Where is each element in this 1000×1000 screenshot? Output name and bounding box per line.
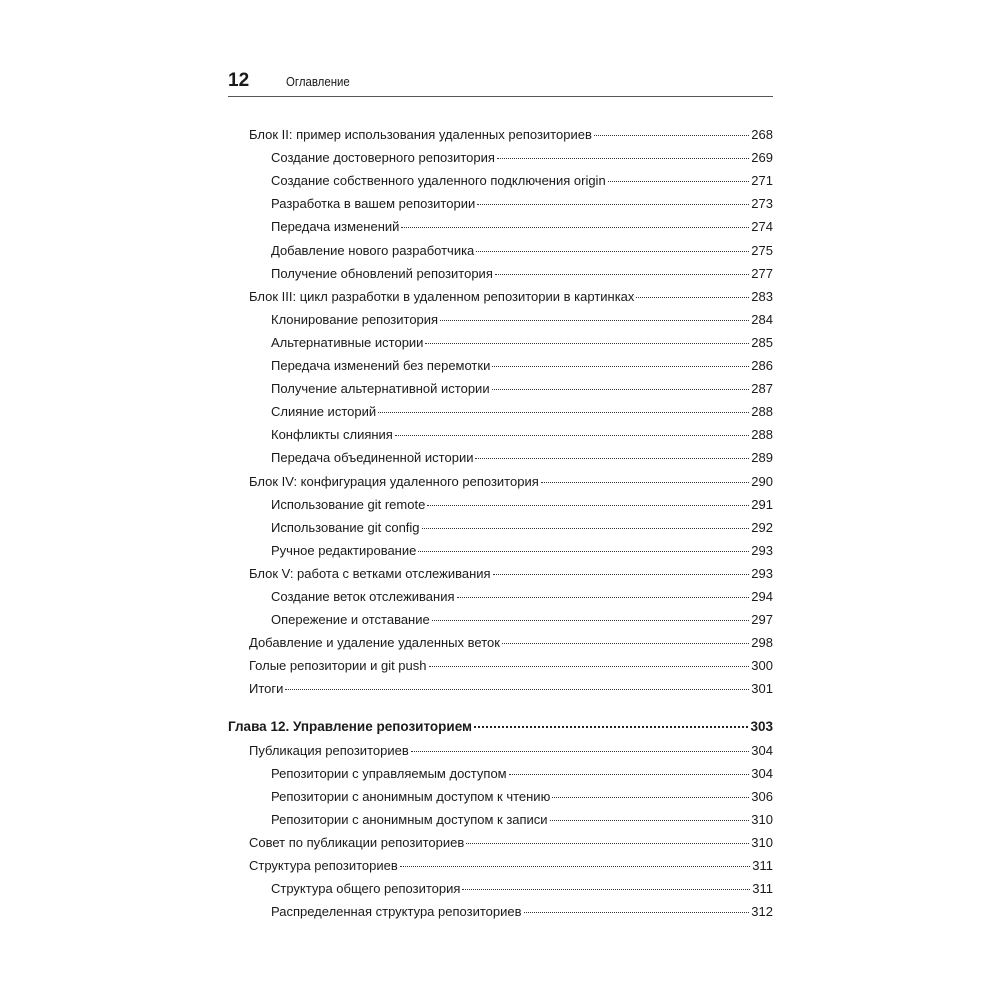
toc-entry-page: 300 xyxy=(751,658,773,674)
toc-entry-title: Добавление нового разработчика xyxy=(271,242,475,258)
toc-entry xyxy=(271,193,773,215)
dot-leader xyxy=(440,320,749,321)
toc-entry-title: Создание собственного удаленного подключения origin xyxy=(271,173,606,189)
toc-entry-title: Разработка в вашем репозитории xyxy=(271,196,476,212)
toc-entry-title: Публикация репозиториев xyxy=(249,742,409,758)
toc-entry-page: 292 xyxy=(751,519,773,535)
toc-entry-title: Получение альтернативной истории xyxy=(271,381,490,397)
toc-entry-page: 298 xyxy=(751,635,773,651)
toc-entry-page: 271 xyxy=(751,173,773,189)
toc-entry-page: 285 xyxy=(751,334,773,350)
dot-leader xyxy=(524,912,750,913)
toc-entry-page: 293 xyxy=(751,542,773,558)
toc-entry xyxy=(271,424,773,446)
dot-leader xyxy=(400,866,751,867)
dot-leader xyxy=(509,774,750,775)
dot-leader xyxy=(493,574,750,575)
toc-entry-title: Получение обновлений репозитория xyxy=(271,265,493,281)
toc-entry xyxy=(249,471,773,493)
toc-entry-page: 268 xyxy=(751,127,773,142)
toc-entry-page: 284 xyxy=(751,311,773,327)
toc-entry-page: 310 xyxy=(751,811,773,827)
toc-entry-title: Блок II: пример использования удаленных репозиториев xyxy=(249,127,592,142)
dot-leader xyxy=(457,597,750,598)
toc-entry xyxy=(271,609,773,631)
toc-entry xyxy=(271,263,773,285)
toc-entry-page: 304 xyxy=(751,765,773,781)
dot-leader xyxy=(462,889,750,890)
toc-entry-title: Репозитории с управляемым доступом xyxy=(271,765,507,781)
toc-entry xyxy=(249,563,773,585)
toc-entry xyxy=(249,286,773,308)
toc-entry-title: Клонирование репозитория xyxy=(271,311,439,327)
toc-entry-page: 306 xyxy=(751,788,773,804)
toc-entry xyxy=(271,309,773,331)
toc-entry-page: 290 xyxy=(751,473,773,489)
toc-entry-page: 304 xyxy=(751,742,773,758)
dot-leader xyxy=(427,505,749,506)
toc-entry-page: 312 xyxy=(751,904,773,920)
toc-entry-title: Голые репозитории и git push xyxy=(249,658,427,674)
toc-entry-page: 293 xyxy=(751,565,773,581)
dot-leader xyxy=(541,482,750,483)
toc-entry-title: Передача изменений xyxy=(271,219,400,235)
toc-entry-title: Глава 12. Управление репозиторием xyxy=(228,718,473,734)
toc-entry xyxy=(249,832,773,854)
toc-entry-page: 283 xyxy=(751,288,773,304)
dot-leader xyxy=(550,820,750,821)
toc-entry-title: Распределенная структура репозиториев xyxy=(271,904,522,920)
toc-entry xyxy=(271,378,773,400)
dot-leader xyxy=(492,389,750,390)
dot-leader xyxy=(497,158,749,159)
toc-entry-title: Блок III: цикл разработки в удаленном репозитории в картинках xyxy=(249,288,635,304)
toc-entry-title: Совет по публикации репозиториев xyxy=(249,835,465,850)
toc-entry-title: Структура репозиториев xyxy=(249,858,398,874)
dot-leader xyxy=(492,366,749,367)
toc-entry-page: 286 xyxy=(751,358,773,373)
dot-leader xyxy=(432,620,750,621)
dot-leader xyxy=(594,135,749,136)
running-title: Оглавление xyxy=(286,74,350,89)
toc-entry-title: Репозитории с анонимным доступом к записи xyxy=(271,811,548,827)
page-number: 12 xyxy=(228,70,250,91)
toc-entry xyxy=(271,447,773,469)
toc-entry-title: Слияние историй xyxy=(271,404,377,420)
toc-entry-title: Структура общего репозитория xyxy=(271,881,461,897)
toc-entry xyxy=(249,678,773,700)
toc-entry-page: 310 xyxy=(751,835,773,850)
toc-entry-title: Альтернативные истории xyxy=(271,334,424,350)
dot-leader xyxy=(636,297,749,298)
toc-entry xyxy=(271,901,773,923)
dot-leader xyxy=(608,181,750,182)
dot-leader xyxy=(395,435,749,436)
dot-leader xyxy=(422,528,750,529)
toc-entry xyxy=(271,401,773,423)
dot-leader xyxy=(474,726,748,728)
toc-entry-title: Добавление и удаление удаленных веток xyxy=(249,635,500,651)
toc-entry xyxy=(271,809,773,831)
toc-entry-page: 287 xyxy=(751,381,773,397)
toc-entry-title: Создание веток отслеживания xyxy=(271,589,455,604)
toc-entry xyxy=(249,632,773,654)
toc-entry-title: Ручное редактирование xyxy=(271,542,417,558)
toc-entry-page: 273 xyxy=(751,196,773,212)
dot-leader xyxy=(418,551,749,552)
dot-leader xyxy=(425,343,749,344)
dot-leader xyxy=(476,251,749,252)
toc-entry-page: 275 xyxy=(751,242,773,258)
toc-entry-title: Блок V: работа с ветками отслеживания xyxy=(249,565,491,581)
toc-entry-page: 311 xyxy=(752,858,773,874)
toc-entry xyxy=(271,170,773,192)
toc-entry-page: 289 xyxy=(751,450,773,466)
toc-entry xyxy=(249,655,773,677)
toc-entry-page: 288 xyxy=(751,427,773,443)
dot-leader xyxy=(495,274,749,275)
dot-leader xyxy=(401,227,749,228)
dot-leader xyxy=(552,797,749,798)
toc-entry-page: 294 xyxy=(751,589,773,604)
dot-leader xyxy=(477,204,749,205)
toc-entry-title: Использование git config xyxy=(271,519,420,535)
toc-entry xyxy=(271,586,773,608)
toc-entry-page: 277 xyxy=(751,265,773,281)
dot-leader xyxy=(285,689,749,690)
toc-entry-page: 301 xyxy=(751,681,773,697)
toc-entry-title: Опережение и отставание xyxy=(271,612,430,628)
toc-entry-page: 311 xyxy=(752,881,773,897)
toc-entry xyxy=(271,878,773,900)
toc-entry xyxy=(271,332,773,354)
toc-entry-title: Создание достоверного репозитория xyxy=(271,150,495,166)
dot-leader xyxy=(411,751,750,752)
toc-entry xyxy=(271,240,773,262)
toc-entry-page: 291 xyxy=(751,496,773,512)
toc-entry-page: 269 xyxy=(751,150,773,166)
toc-entry xyxy=(271,494,773,516)
toc-entry xyxy=(271,216,773,238)
dot-leader xyxy=(378,412,749,413)
dot-leader xyxy=(502,643,749,644)
toc-chapter xyxy=(228,716,773,738)
toc-entry-title: Передача объединенной истории xyxy=(271,450,474,466)
toc-entry xyxy=(271,355,773,377)
toc-entry xyxy=(271,147,773,169)
toc-entry-title: Конфликты слияния xyxy=(271,427,393,443)
toc-entry-title: Итоги xyxy=(249,681,284,697)
toc-entry-title: Использование git remote xyxy=(271,496,426,512)
toc-entry xyxy=(249,855,773,877)
dot-leader xyxy=(429,666,750,667)
toc-entry xyxy=(271,540,773,562)
dot-leader xyxy=(475,458,749,459)
toc-entry xyxy=(249,124,773,146)
toc-entry-page: 274 xyxy=(751,219,773,235)
toc-entry-title: Репозитории с анонимным доступом к чтению xyxy=(271,788,551,804)
toc-entry xyxy=(249,740,773,762)
toc-entry xyxy=(271,517,773,539)
toc-entry xyxy=(271,763,773,785)
toc-entry-page: 288 xyxy=(751,404,773,420)
dot-leader xyxy=(466,843,749,844)
toc-entry-page: 303 xyxy=(750,718,773,734)
toc-entry xyxy=(271,786,773,808)
toc-entry-title: Блок IV: конфигурация удаленного репозитория xyxy=(249,473,539,489)
toc-entry-page: 297 xyxy=(751,612,773,628)
toc-entry-title: Передача изменений без перемотки xyxy=(271,358,491,373)
